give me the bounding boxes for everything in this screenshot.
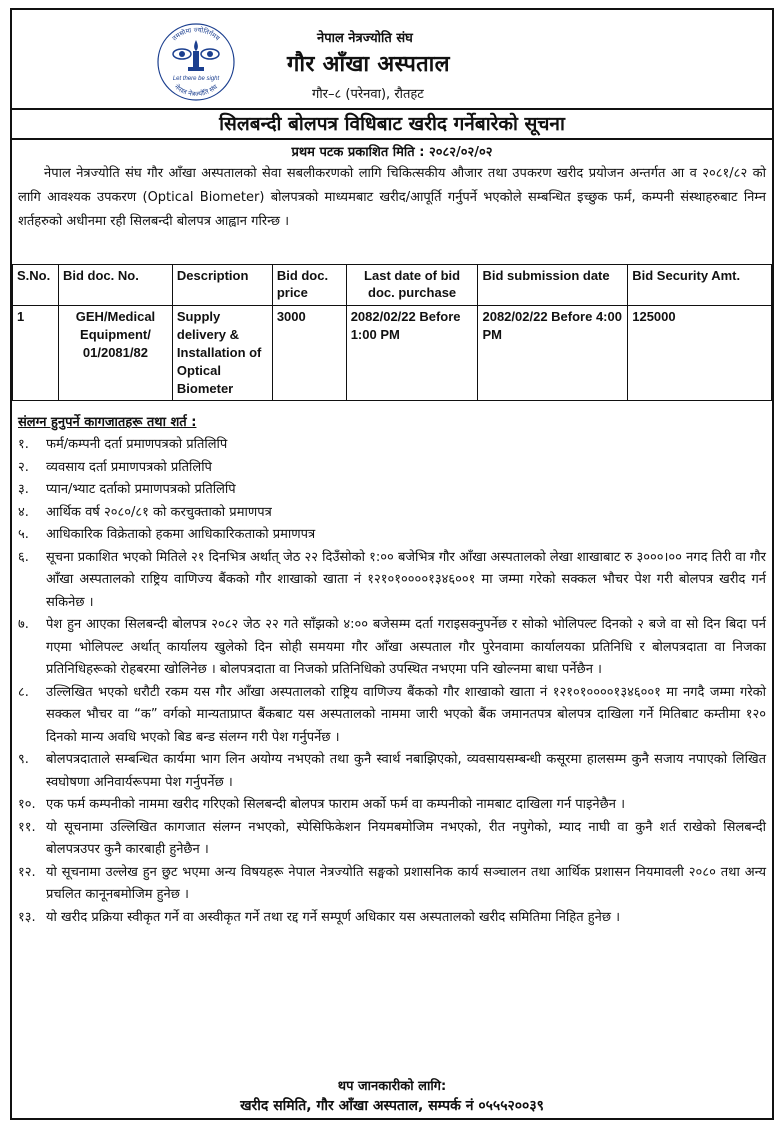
cell-last-date-purchase: 2082/02/22 Before 1:00 PM xyxy=(346,306,478,401)
list-item xyxy=(18,434,766,457)
item-text: सूचना प्रकाशित भएको मितिले २१ दिनभित्र अर्थात् जेठ २२ दिउँसोको १:०० बजेभित्र गौर आँखा अस्पतालको लेखा शाखाबाट रु ३०००।०० नगद तिरी वा गौर आँखा अस्पतालको राष्ट्रिय वाणिज्य बैंकको गौर शाखाको खाता नं १२१०१००००१३४६००१ मा जम्मा गरेको सक्कल भौचर पेश गरी बोलपत्र खरीद गर्न सकिनेछ । xyxy=(46,549,766,610)
item-number: ६. xyxy=(18,549,29,565)
item-number: २. xyxy=(18,459,29,475)
list-item xyxy=(18,479,766,502)
col-header-bid-security: Bid Security Amt. xyxy=(628,265,772,306)
list-item xyxy=(18,547,766,615)
list-item xyxy=(18,862,766,907)
hospital-address: गौर–८ (परेनवा), रौतहट xyxy=(312,87,424,102)
cell-bid-doc-price: 3000 xyxy=(272,306,346,401)
bid-table-header-row xyxy=(13,265,772,306)
requirements-title: संलग्न हुनुपर्ने कागजातहरू तथा शर्त : xyxy=(18,415,197,430)
list-item xyxy=(18,749,766,794)
notice-page xyxy=(10,8,774,1120)
list-item xyxy=(18,457,766,480)
contact-line: खरीद समिति, गौर आँखा अस्पताल, सम्पर्क नं ०५५५२००३९ xyxy=(240,1098,544,1114)
hospital-name: गौर आँखा अस्पताल xyxy=(287,52,450,77)
item-number: १. xyxy=(18,437,29,452)
cell-submission-date: 2082/02/22 Before 4:00 PM xyxy=(478,306,628,401)
org-name: नेपाल नेत्रज्योति संघ xyxy=(317,31,413,46)
item-text: व्यवसाय दर्ता प्रमाणपत्रको प्रतिलिपि xyxy=(46,459,212,475)
col-header-last-date-purchase: Last date of bid doc. purchase xyxy=(346,265,478,306)
list-item xyxy=(18,907,766,930)
item-text: फर्म/कम्पनी दर्ता प्रमाणपत्रको प्रतिलिपि xyxy=(46,437,228,452)
item-number: ८. xyxy=(18,684,29,700)
intro-paragraph: नेपाल नेत्रज्योति संघ गौर आँखा अस्पतालको सेवा सबलीकरणको लागि चिकित्सकीय औजार तथा उपकरण खरीद प्रयोजन अन्तर्गत आ व २०८१/८२ को लागि आवश्यक उपकरण (Optical Biometer) बोलपत्रको माध्यमबाट खरीद/आपूर्ति गर्नुपर्ने भएकोले सम्बन्धित इच्छुक फर्म, कम्पनी संस्थाहरुबाट निम्न शर्तहरुको अधीनमा रही सिलबन्दी बोलपत्र आह्वान गरिन्छ । xyxy=(18,166,766,229)
logo-text-mid: Let there be sight xyxy=(172,76,220,82)
logo-text-top: तमसोमा ज्योतिर्गमय xyxy=(170,25,222,43)
item-text: यो सूचनामा उल्लिखित कागजात संलग्न नभएको, स्पेसिफिकेशन नियमबमोजिम नभएको, रीत नपुगेको, म्याद नाघी वा कुनै शर्त राखेको सिलबन्दी बोलपत्रउपर कुनै कारबाही हुनेछैन । xyxy=(46,819,766,857)
item-text: प्यान/भ्याट दर्ताको प्रमाणपत्रको प्रतिलिपि xyxy=(46,482,236,497)
item-number: १३. xyxy=(18,909,36,925)
item-number: ११. xyxy=(18,819,36,835)
list-item xyxy=(18,794,766,817)
item-number: १२. xyxy=(18,864,36,880)
list-item xyxy=(18,502,766,525)
item-text: आधिकारिक विक्रेताको हकमा आधिकारिकताको प्रमाणपत्र xyxy=(46,527,316,542)
item-text: आर्थिक वर्ष २०८०/८१ को करचुक्ताको प्रमाणपत्र xyxy=(46,504,272,520)
item-text: पेश हुन आएका सिलबन्दी बोलपत्र २०८२ जेठ २२ गते साँझको ४:०० बजेसम्म दर्ता गराइसक्नुपर्नेछ र सोको भोलिपल्ट दिनको २ बजे वा सो दिन बिदा पर्न गएमा भोलिपल्ट अर्थात् कार्यालय खुलेको दिन सोही समयमा गौर आँखा अस्पताल गौर पुरेनवामा कार्यालयका प्रतिनिधि र बोलपत्रदाता वा निजका प्रतिनिधिहरूको रोहबरमा खोलिनेछ । बोलपत्रदाता वा निजको प्रतिनिधिको उपस्थित नभएमा पनि खोल्नमा बाधा पर्नेछैन । xyxy=(46,617,766,677)
item-number: ४. xyxy=(18,504,29,520)
col-header-sno: S.No. xyxy=(13,265,59,306)
item-number: ३. xyxy=(18,482,29,497)
cell-bid-security: 125000 xyxy=(628,306,772,401)
notice-title: सिलबन्दी बोलपत्र विधिबाट खरीद गर्नेबारेको सूचना xyxy=(12,108,772,140)
requirements-list xyxy=(18,434,766,929)
header xyxy=(12,10,772,110)
item-text: बोलपत्रदाताले सम्बन्धित कार्यमा भाग लिन अयोग्य नभएको तथा कुनै स्वार्थ नबाझिएको, व्यवसायसम्बन्धी कसूरमा हालसम्म कुनै सजाय नपाएको लिखित स्वघोषणा अनिवार्यरूपमा पेश गर्नुपर्नेछ । xyxy=(46,752,766,790)
table-row xyxy=(13,306,772,401)
item-number: ५. xyxy=(18,527,29,542)
col-header-bid-doc-price: Bid doc. price xyxy=(272,265,346,306)
col-header-description: Description xyxy=(172,265,272,306)
first-published-date: प्रथम पटक प्रकाशित मिति : २०८२/०२/०२ xyxy=(291,145,493,160)
hospital-logo xyxy=(154,18,238,102)
item-text: यो सूचनामा उल्लेख हुन छुट भएमा अन्य विषयहरू नेपाल नेत्रज्योति सङ्घको प्रशासनिक कार्य सञ्चालन तथा आर्थिक प्रशासन नियमावली २०८० तथा अन्य प्रचलित कानूनबमोजिम हुनेछ । xyxy=(46,864,766,902)
item-number: ७. xyxy=(18,617,29,632)
item-text: उल्लिखित भएको धरौटी रकम यस गौर आँखा अस्पतालको राष्ट्रिय वाणिज्य बैंकको गौर शाखाको खाता नं १२१०१००००१३४६००१ मा नगदै जम्मा गरेको सक्कल भौचर वा “क” वर्गको मान्यताप्राप्त बैंकबाट यस अस्पतालको नाममा जारी भएको बैंक जमानतपत्र बोलपत्र दाखिला गर्ने मितिबाट कम्तीमा १२० दिनको मान्य अवधि भएको बिड बन्ड संलग्न गरी पेश गर्नुपर्नेछ । xyxy=(46,684,766,745)
item-number: १०. xyxy=(18,797,36,812)
item-text: यो खरीद प्रक्रिया स्वीकृत गर्ने वा अस्वीकृत गर्ने तथा रद्द गर्ने सम्पूर्ण अधिकार यस अस्पतालको खरीद समितिमा निहित हुनेछ । xyxy=(46,909,621,925)
cell-description: Supply delivery & Installation of Optical Biometer xyxy=(172,306,272,401)
list-item xyxy=(18,682,766,750)
list-item xyxy=(18,817,766,862)
bid-table xyxy=(12,264,772,401)
more-info-label: थप जानकारीको लागि: xyxy=(337,1079,447,1094)
list-item xyxy=(18,524,766,547)
item-text: एक फर्म कम्पनीको नाममा खरीद गरिएको सिलबन्दी बोलपत्र फाराम अर्को फर्म वा कम्पनीको नामबाट दाखिला गर्न पाइनेछैन । xyxy=(46,797,626,812)
item-number: ९. xyxy=(18,752,29,767)
cell-bid-doc-no: GEH/Medical Equipment/ 01/2081/82 xyxy=(58,306,172,401)
col-header-submission-date: Bid submission date xyxy=(478,265,628,306)
col-header-bid-doc-no: Bid doc. No. xyxy=(58,265,172,306)
list-item xyxy=(18,614,766,682)
cell-sno: 1 xyxy=(13,306,59,401)
logo-text-bottom: नेपाल नेत्रज्योति संघ xyxy=(173,82,219,99)
